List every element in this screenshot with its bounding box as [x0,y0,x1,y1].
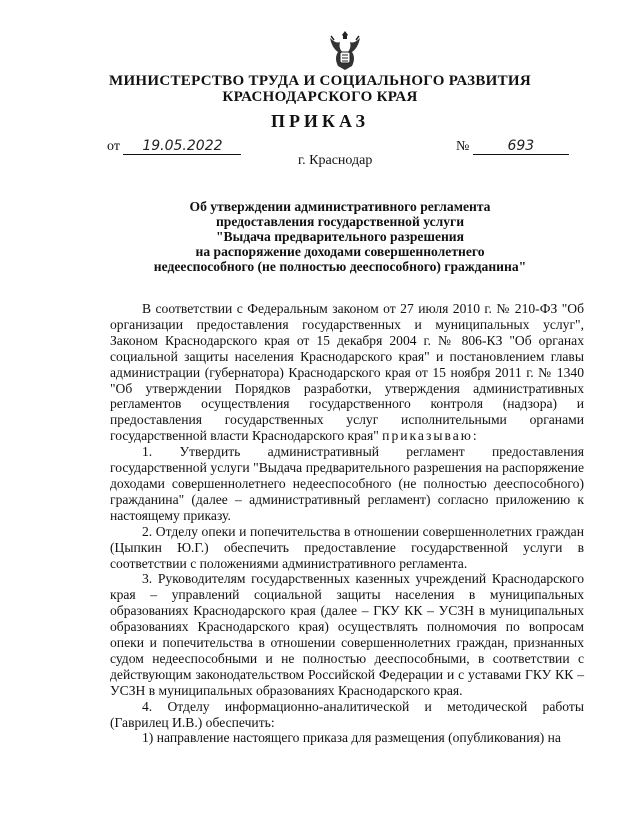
subject-line: предоставления государственной услуги [215,214,465,229]
order-title: ПРИКАЗ [270,111,370,131]
subject-line: "Выдача предварительного разрешения [216,229,464,244]
preamble-paragraph [110,301,584,444]
city: г. Краснодар [298,153,373,168]
ministry-name-line1: МИНИСТЕРСТВО ТРУДА И СОЦИАЛЬНОГО РАЗВИТИЯ [109,73,531,89]
date-value: 19.05.2022 [123,138,241,155]
order-item: 3. Руководителям государственных казенных учреждений Краснодарского края – управлений социальной защиты населения в муниципальных образованиях Краснодарского края (далее – ГКУ КК – УСЗН в муниципальных образованиях Краснодарского края) осуществлять полномочия по вопросам опеки и попечительства в отношении совершеннолетних граждан, признанных судом недееспособными и не полностью дееспособными, в соответствии с действующим законодательством Российской Федерации и с уставами ГКУ КК – УСЗН в муниципальных образованиях Краснодарского края. [110,571,584,698]
order-number [456,138,569,155]
subject-line: Об утверждении административного регламента [189,199,491,214]
subject-line: на распоряжение доходами совершеннолетнего [195,244,485,259]
order-word: приказываю: [382,428,479,444]
order-item: 4. Отделу информационно-аналитической и методической работы (Гаврилец И.В.) обеспечить: [110,698,584,730]
subject-line: недееспособного (не полностью дееспособного) гражданина" [153,259,527,274]
order-date [107,138,241,155]
number-label: № [456,139,470,154]
coat-of-arms-icon [326,28,364,72]
order-body [110,301,584,746]
date-label: от [107,139,120,154]
preamble-text: В соответствии с Федеральным законом от 27 июля 2010 г. № 210-ФЗ "Об организации предоставления государственных и муниципальных услуг", Законом Краснодарского края от 15 декабря 2004 г. № 806-КЗ "Об органах социальной защиты населения Краснодарского края" и постановлением главы администрации (губернатора) Краснодарского края от 15 ноября 2011 г. № 1340 "Об утверждении Порядков разработки, утверждения административных регламентов осуществления государственного контроля (надзора) и предоставления государственных услуг исполнительными органами государственной власти Краснодарского края" [110,301,584,444]
order-item: 1) направление настоящего приказа для размещения (опубликования) на [142,730,561,746]
number-value: 693 [473,138,569,155]
order-subject [140,199,540,274]
order-item: 1. Утвердить административный регламент предоставления государственной услуги "Выдача предварительного разрешения на распоряжение доходами совершеннолетнего недееспособного (не полностью дееспособного) гражданина" (далее – административный регламент) согласно приложению к настоящему приказу. [110,444,584,523]
ministry-name-line2: КРАСНОДАРСКОГО КРАЯ [222,89,418,105]
order-item: 2. Отделу опеки и попечительства в отношении совершеннолетних граждан (Цыпкин Ю.Г.) обеспечить предоставление государственной услуги в соответствии с положениями административного регламента. [110,523,584,571]
